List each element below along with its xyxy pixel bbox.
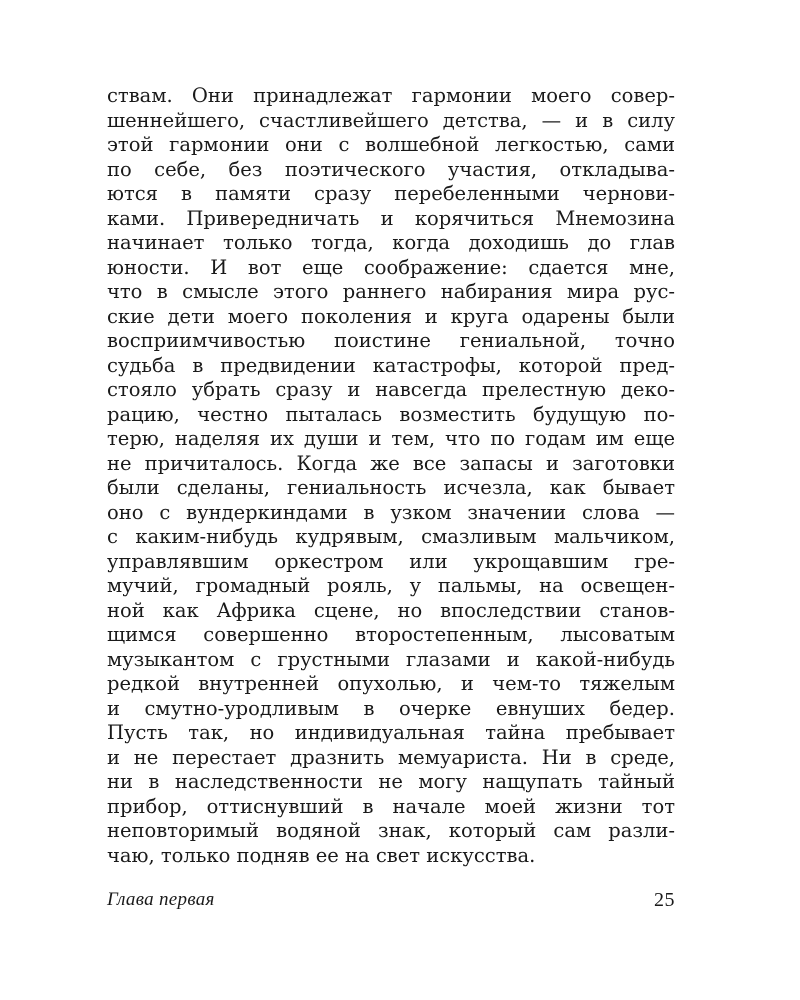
text-line: что в смысле этого раннего набирания мира рус- <box>107 280 675 303</box>
text-line: ной как Африка сцене, но впоследствии станов- <box>107 598 675 622</box>
text-line: музыкантом с грустными глазами и какой-нибудь <box>107 647 675 671</box>
text-line: ствам. Они принадлежат гармонии моего совер- <box>107 84 675 107</box>
text-line: ками. Привередничать и корячиться Мнемозина <box>107 206 675 230</box>
text-line: управлявшим оркестром или укрощавшим гре- <box>107 549 675 573</box>
running-footer-chapter-title: Глава первая <box>107 889 215 910</box>
text-line: ются в памяти сразу перебеленными чернови- <box>107 182 675 205</box>
text-line: рацию, честно пыталась возместить будущую по- <box>107 402 675 426</box>
text-line: и смутно-уродливым в очерке евнуших бедер. <box>107 696 675 720</box>
text-line: оно с вундеркиндами в узком значении слова — <box>107 500 675 524</box>
text-line: Пусть так, но индивидуальная тайна пребывает <box>107 721 675 744</box>
text-line: по себе, без поэтического участия, откладыва- <box>107 157 675 181</box>
page-footer <box>107 889 675 919</box>
text-line: были сделаны, гениальность исчезла, как бывает <box>107 476 675 499</box>
text-line: судьба в предвидении катастрофы, которой пред- <box>107 353 675 377</box>
text-line: чаю, только подняв ее на свет искусства. <box>107 843 536 867</box>
text-line: шеннейшего, счастливейшего детства, — и в силу <box>107 108 675 132</box>
text-line: редкой внутренней опухолью, и чем-то тяжелым <box>107 672 675 695</box>
text-line: восприимчивостью поистине гениальной, точно <box>107 329 675 352</box>
text-line: ские дети моего поколения и круга одарены были <box>107 304 675 328</box>
text-line: стояло убрать сразу и навсегда прелестную деко- <box>107 378 675 401</box>
text-line: с каким-нибудь кудрявым, смазливым мальчиком, <box>107 525 675 548</box>
page-number: 25 <box>654 889 675 911</box>
text-line: неповторимый водяной знак, который сам разли- <box>107 819 675 842</box>
text-line: юности. И вот еще соображение: сдается мне, <box>107 255 675 279</box>
text-line: прибор, оттиснувший в начале моей жизни тот <box>107 794 675 818</box>
text-line: ни в наследственности не могу нащупать тайный <box>107 770 675 793</box>
text-line: не причиталось. Когда же все запасы и заготовки <box>107 451 675 475</box>
text-line: этой гармонии они с волшебной легкостью, сами <box>107 133 675 156</box>
text-line: и не перестает дразнить мемуариста. Ни в среде, <box>107 745 675 769</box>
text-line: начинает только тогда, когда доходишь до глав <box>107 231 675 254</box>
text-line: мучий, громадный рояль, у пальмы, на освещен- <box>107 574 675 597</box>
text-line: терю, наделяя их души и тем, что по годам им еще <box>107 427 675 450</box>
body-text <box>107 84 675 868</box>
text-line: щимся совершенно второстепенным, лысоватым <box>107 623 675 646</box>
